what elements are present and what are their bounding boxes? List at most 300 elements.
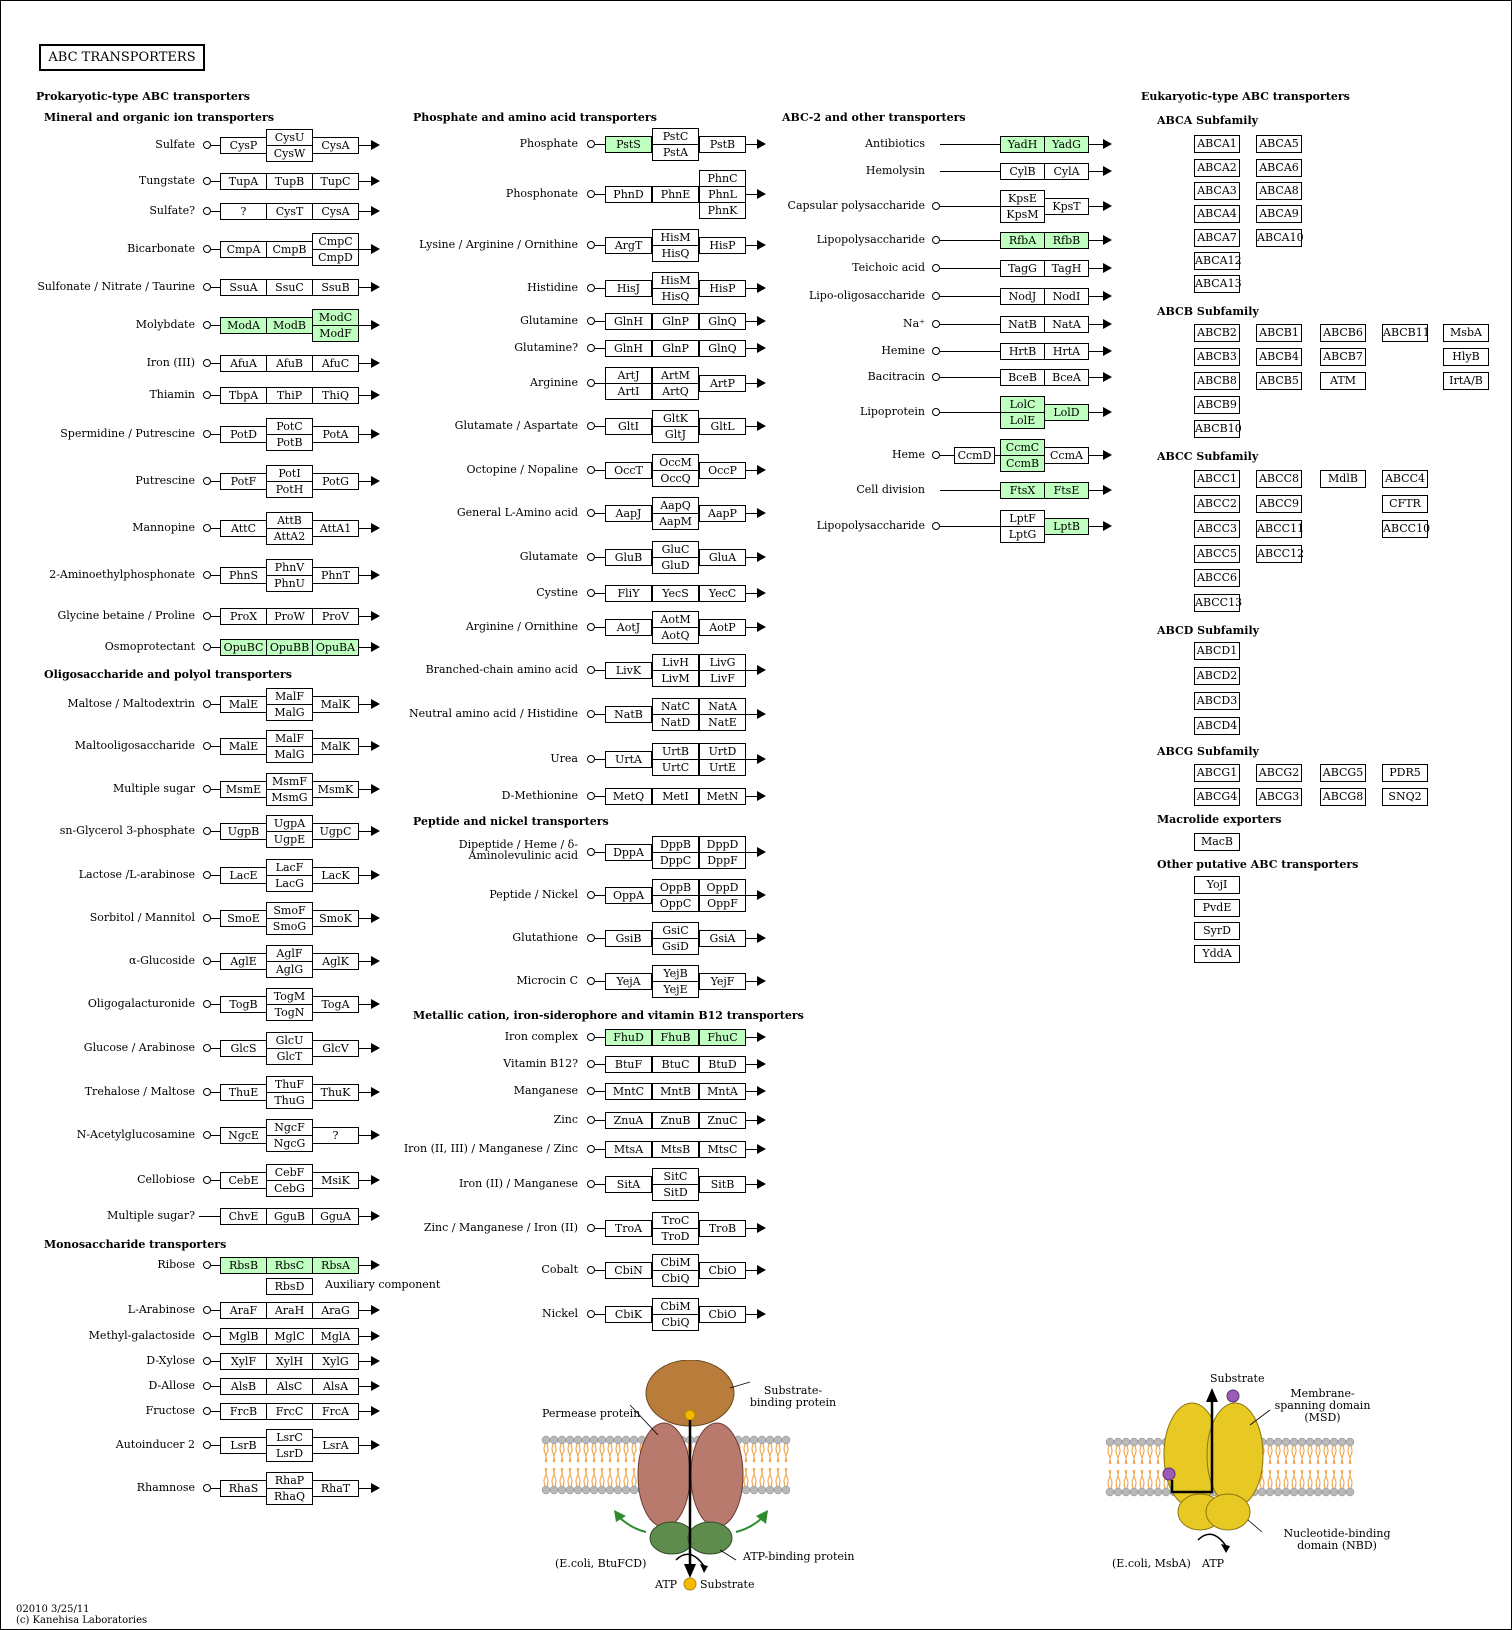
gene-box-smof[interactable]: SmoF xyxy=(266,902,313,919)
gene-box-dppd[interactable]: DppD xyxy=(699,836,746,853)
gene-box-aapp[interactable]: AapP xyxy=(699,505,746,522)
gene-box-abcb2[interactable]: ABCB2 xyxy=(1194,324,1240,342)
gene-box-poti[interactable]: PotI xyxy=(266,465,313,482)
gene-box-abcc3[interactable]: ABCC3 xyxy=(1194,520,1240,538)
gene-box-cylb[interactable]: CylB xyxy=(1000,163,1045,180)
gene-box-snq2[interactable]: SNQ2 xyxy=(1382,788,1428,806)
gene-box-opubb[interactable]: OpuBB xyxy=(266,639,313,656)
gene-box-cysu[interactable]: CysU xyxy=(266,129,313,146)
gene-box-ngcf[interactable]: NgcF xyxy=(266,1119,313,1136)
gene-box-alsb[interactable]: AlsB xyxy=(220,1378,267,1395)
gene-box-poth[interactable]: PotH xyxy=(266,481,313,498)
gene-box-cysa[interactable]: CysA xyxy=(312,137,359,154)
gene-box-aglg[interactable]: AglG xyxy=(266,961,313,978)
gene-box-arah[interactable]: AraH xyxy=(266,1302,313,1319)
gene-box-abcc13[interactable]: ABCC13 xyxy=(1194,594,1240,612)
gene-box-abca7[interactable]: ABCA7 xyxy=(1194,229,1240,247)
gene-box-abcg1[interactable]: ABCG1 xyxy=(1194,764,1240,782)
gene-box-cftr[interactable]: CFTR xyxy=(1382,495,1428,513)
gene-box-gsid[interactable]: GsiD xyxy=(652,938,699,955)
gene-box-abca1[interactable]: ABCA1 xyxy=(1194,135,1240,153)
gene-box-hisq[interactable]: HisQ xyxy=(652,245,699,262)
gene-box-abcd4[interactable]: ABCD4 xyxy=(1194,717,1240,735)
gene-box-abcg3[interactable]: ABCG3 xyxy=(1256,788,1302,806)
gene-box-cysa[interactable]: CysA xyxy=(312,203,359,220)
gene-box-mnta[interactable]: MntA xyxy=(699,1083,746,1100)
gene-box-rbsb[interactable]: RbsB xyxy=(220,1257,267,1274)
gene-box-thuk[interactable]: ThuK xyxy=(312,1084,359,1101)
gene-box-bceb[interactable]: BceB xyxy=(1000,369,1045,386)
gene-box-gsia[interactable]: GsiA xyxy=(699,930,746,947)
gene-box-ccma[interactable]: CcmA xyxy=(1044,447,1089,464)
gene-box-natb[interactable]: NatB xyxy=(605,706,652,723)
gene-box-lold[interactable]: LolD xyxy=(1044,404,1089,421)
gene-box-psts[interactable]: PstS xyxy=(605,136,652,153)
gene-box-cbik[interactable]: CbiK xyxy=(605,1306,652,1323)
gene-box-oppd[interactable]: OppD xyxy=(699,879,746,896)
gene-box-mtsc[interactable]: MtsC xyxy=(699,1141,746,1158)
gene-box-xylg[interactable]: XylG xyxy=(312,1353,359,1370)
gene-box-mtsa[interactable]: MtsA xyxy=(605,1141,652,1158)
gene-box-abcc2[interactable]: ABCC2 xyxy=(1194,495,1240,513)
gene-box-xylf[interactable]: XylF xyxy=(220,1353,267,1370)
gene-box-rfba[interactable]: RfbA xyxy=(1000,232,1045,249)
gene-box-alsa[interactable]: AlsA xyxy=(312,1378,359,1395)
gene-box-hrtb[interactable]: HrtB xyxy=(1000,343,1045,360)
gene-box-msik[interactable]: MsiK xyxy=(312,1172,359,1189)
gene-box-rhaq[interactable]: RhaQ xyxy=(266,1488,313,1505)
gene-box-mglc[interactable]: MglC xyxy=(266,1328,313,1345)
gene-box-lolc[interactable]: LolC xyxy=(1000,396,1045,413)
gene-box-togm[interactable]: TogM xyxy=(266,988,313,1005)
gene-box-ugpa[interactable]: UgpA xyxy=(266,815,313,832)
gene-box-thip[interactable]: ThiP xyxy=(266,387,313,404)
gene-box-glub[interactable]: GluB xyxy=(605,549,652,566)
gene-box-cysw[interactable]: CysW xyxy=(266,145,313,162)
gene-box-ugpc[interactable]: UgpC xyxy=(312,823,359,840)
gene-box-pstb[interactable]: PstB xyxy=(699,136,746,153)
gene-box-togn[interactable]: TogN xyxy=(266,1004,313,1021)
gene-box-sitd[interactable]: SitD xyxy=(652,1184,699,1201)
gene-box-yeje[interactable]: YejE xyxy=(652,981,699,998)
gene-box-aapj[interactable]: AapJ xyxy=(605,505,652,522)
gene-box-yejb[interactable]: YejB xyxy=(652,965,699,982)
gene-box-cbim[interactable]: CbiM xyxy=(652,1298,699,1315)
gene-box-lsrb[interactable]: LsrB xyxy=(220,1437,267,1454)
gene-box-lptb[interactable]: LptB xyxy=(1044,518,1089,535)
gene-box-nate[interactable]: NatE xyxy=(699,714,746,731)
gene-box-glnh[interactable]: GlnH xyxy=(605,313,652,330)
gene-box-glnq[interactable]: GlnQ xyxy=(699,313,746,330)
gene-box-nodi[interactable]: NodI xyxy=(1044,288,1089,305)
gene-box-ssua[interactable]: SsuA xyxy=(220,279,267,296)
gene-box-glcs[interactable]: GlcS xyxy=(220,1040,267,1057)
gene-box-oppa[interactable]: OppA xyxy=(605,887,652,904)
gene-box-btud[interactable]: BtuD xyxy=(699,1056,746,1073)
gene-box-gluc[interactable]: GluC xyxy=(652,541,699,558)
gene-box-togb[interactable]: TogB xyxy=(220,996,267,1013)
gene-box-abca3[interactable]: ABCA3 xyxy=(1194,182,1240,200)
gene-box-lack[interactable]: LacK xyxy=(312,867,359,884)
gene-box-ngce[interactable]: NgcE xyxy=(220,1127,267,1144)
gene-box-glct[interactable]: GlcT xyxy=(266,1048,313,1065)
gene-box-cebg[interactable]: CebG xyxy=(266,1180,313,1197)
gene-box-lace[interactable]: LacE xyxy=(220,867,267,884)
gene-box-artq[interactable]: ArtQ xyxy=(652,383,699,400)
gene-box-thue[interactable]: ThuE xyxy=(220,1084,267,1101)
gene-box-lole[interactable]: LolE xyxy=(1000,412,1045,429)
gene-box-prow[interactable]: ProW xyxy=(266,608,313,625)
gene-box-occm[interactable]: OccM xyxy=(652,454,699,471)
gene-box-yadg[interactable]: YadG xyxy=(1044,136,1089,153)
gene-box-yoji[interactable]: YojI xyxy=(1194,876,1240,894)
gene-box-dppb[interactable]: DppB xyxy=(652,836,699,853)
gene-box-troc[interactable]: TroC xyxy=(652,1212,699,1229)
gene-box-lsrc[interactable]: LsrC xyxy=(266,1429,313,1446)
gene-box-afuc[interactable]: AfuC xyxy=(312,355,359,372)
gene-box-agle[interactable]: AglE xyxy=(220,953,267,970)
gene-box-afua[interactable]: AfuA xyxy=(220,355,267,372)
gene-box-atta2[interactable]: AttA2 xyxy=(266,528,313,545)
gene-box-thug[interactable]: ThuG xyxy=(266,1092,313,1109)
gene-box-abcb1[interactable]: ABCB1 xyxy=(1256,324,1302,342)
gene-box-glnq[interactable]: GlnQ xyxy=(699,340,746,357)
gene-box-occp[interactable]: OccP xyxy=(699,462,746,479)
gene-box-natd[interactable]: NatD xyxy=(652,714,699,731)
gene-box-occt[interactable]: OccT xyxy=(605,462,652,479)
gene-box-malf[interactable]: MalF xyxy=(266,688,313,705)
gene-box-phnv[interactable]: PhnV xyxy=(266,559,313,576)
gene-box-smog[interactable]: SmoG xyxy=(266,918,313,935)
gene-box-trod[interactable]: TroD xyxy=(652,1228,699,1245)
gene-box-[interactable]: ? xyxy=(312,1127,359,1144)
gene-box-alsc[interactable]: AlsC xyxy=(266,1378,313,1395)
gene-box-yecs[interactable]: YecS xyxy=(652,585,699,602)
gene-box-moda[interactable]: ModA xyxy=(220,317,267,334)
gene-box-prov[interactable]: ProV xyxy=(312,608,359,625)
gene-box-hrta[interactable]: HrtA xyxy=(1044,343,1089,360)
gene-box-abca10[interactable]: ABCA10 xyxy=(1256,229,1302,247)
gene-box-tupa[interactable]: TupA xyxy=(220,173,267,190)
gene-box-phnt[interactable]: PhnT xyxy=(312,567,359,584)
gene-box-hisq[interactable]: HisQ xyxy=(652,288,699,305)
gene-box-tbpa[interactable]: TbpA xyxy=(220,387,267,404)
gene-box-natc[interactable]: NatC xyxy=(652,698,699,715)
gene-box-malg[interactable]: MalG xyxy=(266,746,313,763)
gene-box-sitb[interactable]: SitB xyxy=(699,1176,746,1193)
gene-box-potf[interactable]: PotF xyxy=(220,473,267,490)
gene-box-abcb9[interactable]: ABCB9 xyxy=(1194,396,1240,414)
gene-box-afub[interactable]: AfuB xyxy=(266,355,313,372)
gene-box-macb[interactable]: MacB xyxy=(1194,833,1240,851)
gene-box-abcc8[interactable]: ABCC8 xyxy=(1256,470,1302,488)
gene-box-hism[interactable]: HisM xyxy=(652,272,699,289)
gene-box-prox[interactable]: ProX xyxy=(220,608,267,625)
gene-box-abcb7[interactable]: ABCB7 xyxy=(1320,348,1366,366)
gene-box-opubc[interactable]: OpuBC xyxy=(220,639,267,656)
gene-box-argt[interactable]: ArgT xyxy=(605,237,652,254)
gene-box-nata[interactable]: NatA xyxy=(699,698,746,715)
gene-box-hlyb[interactable]: HlyB xyxy=(1443,348,1489,366)
gene-box-modb[interactable]: ModB xyxy=(266,317,313,334)
gene-box-toga[interactable]: TogA xyxy=(312,996,359,1013)
gene-box-atta1[interactable]: AttA1 xyxy=(312,520,359,537)
gene-box-xylh[interactable]: XylH xyxy=(266,1353,313,1370)
gene-box-glcv[interactable]: GlcV xyxy=(312,1040,359,1057)
gene-box-abca9[interactable]: ABCA9 xyxy=(1256,205,1302,223)
gene-box-cebf[interactable]: CebF xyxy=(266,1164,313,1181)
gene-box-dppc[interactable]: DppC xyxy=(652,852,699,869)
gene-box-gsic[interactable]: GsiC xyxy=(652,922,699,939)
gene-box-sita[interactable]: SitA xyxy=(605,1176,652,1193)
gene-box-cysp[interactable]: CysP xyxy=(220,137,267,154)
gene-box-abca13[interactable]: ABCA13 xyxy=(1194,275,1240,293)
gene-box-fliy[interactable]: FliY xyxy=(605,585,652,602)
gene-box-yadh[interactable]: YadH xyxy=(1000,136,1045,153)
gene-box-ftse[interactable]: FtsE xyxy=(1044,482,1089,499)
gene-box-glua[interactable]: GluA xyxy=(699,549,746,566)
gene-box-arti[interactable]: ArtI xyxy=(605,383,652,400)
gene-box-fhub[interactable]: FhuB xyxy=(652,1029,699,1046)
gene-box-dppf[interactable]: DppF xyxy=(699,852,746,869)
gene-box-abcc6[interactable]: ABCC6 xyxy=(1194,569,1240,587)
gene-box-trob[interactable]: TroB xyxy=(699,1220,746,1237)
gene-box-ydda[interactable]: YddA xyxy=(1194,945,1240,963)
gene-box-chve[interactable]: ChvE xyxy=(220,1208,267,1225)
gene-box-rbsc[interactable]: RbsC xyxy=(266,1257,313,1274)
gene-box-aotq[interactable]: AotQ xyxy=(652,627,699,644)
gene-box-abcd3[interactable]: ABCD3 xyxy=(1194,692,1240,710)
gene-box-phne[interactable]: PhnE xyxy=(652,186,699,203)
gene-box-abcb3[interactable]: ABCB3 xyxy=(1194,348,1240,366)
gene-box-abcc9[interactable]: ABCC9 xyxy=(1256,495,1302,513)
gene-box-attb[interactable]: AttB xyxy=(266,512,313,529)
gene-box-hisp[interactable]: HisP xyxy=(699,280,746,297)
gene-box-abcb4[interactable]: ABCB4 xyxy=(1256,348,1302,366)
gene-box-frcc[interactable]: FrcC xyxy=(266,1403,313,1420)
gene-box-cmpd[interactable]: CmpD xyxy=(312,249,359,266)
gene-box-cbim[interactable]: CbiM xyxy=(652,1254,699,1271)
gene-box-msmk[interactable]: MsmK xyxy=(312,781,359,798)
gene-box-mntc[interactable]: MntC xyxy=(605,1083,652,1100)
gene-box-mglb[interactable]: MglB xyxy=(220,1328,267,1345)
gene-box-hisj[interactable]: HisJ xyxy=(605,280,652,297)
gene-box-cbio[interactable]: CbiO xyxy=(699,1306,746,1323)
gene-box-lacf[interactable]: LacF xyxy=(266,859,313,876)
gene-box-tagg[interactable]: TagG xyxy=(1000,260,1045,277)
gene-box-hism[interactable]: HisM xyxy=(652,229,699,246)
gene-box-rbsa[interactable]: RbsA xyxy=(312,1257,359,1274)
gene-box-cmpc[interactable]: CmpC xyxy=(312,233,359,250)
gene-box-abcc1[interactable]: ABCC1 xyxy=(1194,470,1240,488)
gene-box-malf[interactable]: MalF xyxy=(266,730,313,747)
gene-box-tupb[interactable]: TupB xyxy=(266,173,313,190)
gene-box-frca[interactable]: FrcA xyxy=(312,1403,359,1420)
gene-box-rhat[interactable]: RhaT xyxy=(312,1480,359,1497)
gene-box-glud[interactable]: GluD xyxy=(652,557,699,574)
gene-box-araf[interactable]: AraF xyxy=(220,1302,267,1319)
gene-box-ftsx[interactable]: FtsX xyxy=(1000,482,1045,499)
gene-box-ugpe[interactable]: UgpE xyxy=(266,831,313,848)
gene-box-ssub[interactable]: SsuB xyxy=(312,279,359,296)
gene-box-fhuc[interactable]: FhuC xyxy=(699,1029,746,1046)
gene-box-cmpb[interactable]: CmpB xyxy=(266,241,313,258)
gene-box-abcg8[interactable]: ABCG8 xyxy=(1320,788,1366,806)
gene-box-cbiq[interactable]: CbiQ xyxy=(652,1270,699,1287)
gene-box-msmf[interactable]: MsmF xyxy=(266,773,313,790)
gene-box-urtd[interactable]: UrtD xyxy=(699,743,746,760)
gene-box-glnp[interactable]: GlnP xyxy=(652,340,699,357)
gene-box-msmg[interactable]: MsmG xyxy=(266,789,313,806)
gene-box-attc[interactable]: AttC xyxy=(220,520,267,537)
gene-box-abca4[interactable]: ABCA4 xyxy=(1194,205,1240,223)
gene-box-abcc12[interactable]: ABCC12 xyxy=(1256,545,1302,563)
gene-box-abca6[interactable]: ABCA6 xyxy=(1256,159,1302,177)
gene-box-nata[interactable]: NatA xyxy=(1044,316,1089,333)
gene-box-abca8[interactable]: ABCA8 xyxy=(1256,182,1302,200)
gene-box-lacg[interactable]: LacG xyxy=(266,875,313,892)
gene-box-glnh[interactable]: GlnH xyxy=(605,340,652,357)
gene-box-ugpb[interactable]: UgpB xyxy=(220,823,267,840)
gene-box-lsrd[interactable]: LsrD xyxy=(266,1445,313,1462)
gene-box-gltj[interactable]: GltJ xyxy=(652,426,699,443)
gene-box-pstc[interactable]: PstC xyxy=(652,128,699,145)
gene-box-lptg[interactable]: LptG xyxy=(1000,526,1045,543)
gene-box-oppc[interactable]: OppC xyxy=(652,895,699,912)
gene-box-abcb10[interactable]: ABCB10 xyxy=(1194,420,1240,438)
gene-box-abcg2[interactable]: ABCG2 xyxy=(1256,764,1302,782)
gene-box-pdr5[interactable]: PDR5 xyxy=(1382,764,1428,782)
gene-box-glcu[interactable]: GlcU xyxy=(266,1032,313,1049)
gene-box-abcc4[interactable]: ABCC4 xyxy=(1382,470,1428,488)
gene-box-yejf[interactable]: YejF xyxy=(699,973,746,990)
gene-box-mntb[interactable]: MntB xyxy=(652,1083,699,1100)
gene-box-mtsb[interactable]: MtsB xyxy=(652,1141,699,1158)
gene-box-abcb6[interactable]: ABCB6 xyxy=(1320,324,1366,342)
gene-box-mgla[interactable]: MglA xyxy=(312,1328,359,1345)
gene-box-lptf[interactable]: LptF xyxy=(1000,510,1045,527)
gene-box-phnu[interactable]: PhnU xyxy=(266,575,313,592)
gene-box-malk[interactable]: MalK xyxy=(312,738,359,755)
gene-box-fhud[interactable]: FhuD xyxy=(605,1029,652,1046)
gene-box-opuba[interactable]: OpuBA xyxy=(312,639,359,656)
gene-box-abcb8[interactable]: ABCB8 xyxy=(1194,372,1240,390)
gene-box-cyla[interactable]: CylA xyxy=(1044,163,1089,180)
gene-box-oppb[interactable]: OppB xyxy=(652,879,699,896)
gene-box-btuc[interactable]: BtuC xyxy=(652,1056,699,1073)
gene-box-male[interactable]: MalE xyxy=(220,738,267,755)
gene-box-aotm[interactable]: AotM xyxy=(652,611,699,628)
gene-box-tagh[interactable]: TagH xyxy=(1044,260,1089,277)
gene-box-aapm[interactable]: AapM xyxy=(652,513,699,530)
gene-box-abcd2[interactable]: ABCD2 xyxy=(1194,667,1240,685)
gene-box-lsra[interactable]: LsrA xyxy=(312,1437,359,1454)
gene-box-cbio[interactable]: CbiO xyxy=(699,1262,746,1279)
gene-box-phnl[interactable]: PhnL xyxy=(699,186,746,203)
gene-box-ccmd[interactable]: CcmD xyxy=(954,447,995,464)
gene-box-potc[interactable]: PotC xyxy=(266,418,313,435)
gene-box-artj[interactable]: ArtJ xyxy=(605,367,652,384)
gene-box-livf[interactable]: LivF xyxy=(699,670,746,687)
gene-box-nodj[interactable]: NodJ xyxy=(1000,288,1045,305)
gene-box-aapq[interactable]: AapQ xyxy=(652,497,699,514)
gene-box-psta[interactable]: PstA xyxy=(652,144,699,161)
gene-box-abcd1[interactable]: ABCD1 xyxy=(1194,642,1240,660)
gene-box-rfbb[interactable]: RfbB xyxy=(1044,232,1089,249)
gene-box-modc[interactable]: ModC xyxy=(312,309,359,326)
gene-box-arag[interactable]: AraG xyxy=(312,1302,359,1319)
gene-box-livk[interactable]: LivK xyxy=(605,662,652,679)
gene-box-male[interactable]: MalE xyxy=(220,696,267,713)
gene-box-gltl[interactable]: GltL xyxy=(699,418,746,435)
gene-box-aotp[interactable]: AotP xyxy=(699,619,746,636)
gene-box-abca12[interactable]: ABCA12 xyxy=(1194,252,1240,270)
gene-box-dppa[interactable]: DppA xyxy=(605,844,652,861)
gene-box-abcg4[interactable]: ABCG4 xyxy=(1194,788,1240,806)
gene-box-artm[interactable]: ArtM xyxy=(652,367,699,384)
gene-box-phnk[interactable]: PhnK xyxy=(699,202,746,219)
gene-box-hisp[interactable]: HisP xyxy=(699,237,746,254)
gene-box-thuf[interactable]: ThuF xyxy=(266,1076,313,1093)
gene-box-gsib[interactable]: GsiB xyxy=(605,930,652,947)
gene-box-irta-b[interactable]: IrtA/B xyxy=(1443,372,1489,390)
gene-box-phns[interactable]: PhnS xyxy=(220,567,267,584)
gene-box-artp[interactable]: ArtP xyxy=(699,375,746,392)
gene-box-smoe[interactable]: SmoE xyxy=(220,910,267,927)
gene-box-rhas[interactable]: RhaS xyxy=(220,1480,267,1497)
gene-box-potb[interactable]: PotB xyxy=(266,434,313,451)
gene-box-[interactable]: ? xyxy=(220,203,267,220)
gene-box-ggua[interactable]: GguA xyxy=(312,1208,359,1225)
gene-box-pota[interactable]: PotA xyxy=(312,426,359,443)
gene-box-livm[interactable]: LivM xyxy=(652,670,699,687)
gene-box-ngcg[interactable]: NgcG xyxy=(266,1135,313,1152)
gene-box-abcc5[interactable]: ABCC5 xyxy=(1194,545,1240,563)
gene-box-znua[interactable]: ZnuA xyxy=(605,1112,652,1129)
gene-box-glti[interactable]: GltI xyxy=(605,418,652,435)
gene-box-glnp[interactable]: GlnP xyxy=(652,313,699,330)
gene-box-msme[interactable]: MsmE xyxy=(220,781,267,798)
gene-box-cyst[interactable]: CysT xyxy=(266,203,313,220)
gene-box-ccmc[interactable]: CcmC xyxy=(1000,439,1045,456)
gene-box-abcc10[interactable]: ABCC10 xyxy=(1382,520,1428,538)
gene-box-abcg5[interactable]: ABCG5 xyxy=(1320,764,1366,782)
gene-box-atm[interactable]: ATM xyxy=(1320,372,1366,390)
gene-box-malg[interactable]: MalG xyxy=(266,704,313,721)
gene-box-rhap[interactable]: RhaP xyxy=(266,1472,313,1489)
gene-box-kpse[interactable]: KpsE xyxy=(1000,190,1045,207)
gene-box-bcea[interactable]: BceA xyxy=(1044,369,1089,386)
gene-box-meti[interactable]: MetI xyxy=(652,788,699,805)
gene-box-metq[interactable]: MetQ xyxy=(605,788,652,805)
gene-box-mdlb[interactable]: MdlB xyxy=(1320,470,1366,488)
gene-box-urta[interactable]: UrtA xyxy=(605,751,652,768)
gene-box-malk[interactable]: MalK xyxy=(312,696,359,713)
gene-box-urtc[interactable]: UrtC xyxy=(652,759,699,776)
gene-box-smok[interactable]: SmoK xyxy=(312,910,359,927)
gene-box-znub[interactable]: ZnuB xyxy=(652,1112,699,1129)
gene-box-phnd[interactable]: PhnD xyxy=(605,186,652,203)
gene-box-occq[interactable]: OccQ xyxy=(652,470,699,487)
gene-box-metn[interactable]: MetN xyxy=(699,788,746,805)
gene-box-aglk[interactable]: AglK xyxy=(312,953,359,970)
gene-box-aglf[interactable]: AglF xyxy=(266,945,313,962)
gene-box-urtb[interactable]: UrtB xyxy=(652,743,699,760)
gene-box-abcb5[interactable]: ABCB5 xyxy=(1256,372,1302,390)
gene-box-kpsm[interactable]: KpsM xyxy=(1000,206,1045,223)
gene-box-rbsd[interactable]: RbsD xyxy=(266,1278,313,1295)
gene-box-urte[interactable]: UrtE xyxy=(699,759,746,776)
